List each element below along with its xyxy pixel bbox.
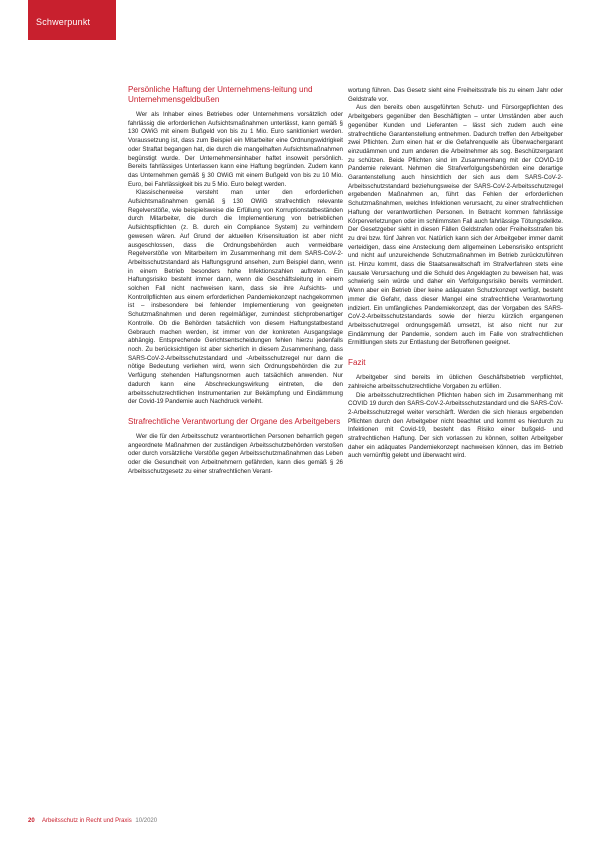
page-footer xyxy=(28,818,157,824)
paragraph: Die arbeitsschutzrechtlichen Pflichten haben sich im Zusammenhang mit COVID 19 durch den SARS-CoV-2-Arbeitsschutzstandard und die SARS-CoV-2-Arbeitsschutzregel weiter verschärft. Werden die sich hieraus ergebenden Pflichten durch den Arbeitgeber nicht beachtet und kommt es hierdurch zu Infektionen mit Covid-19, besteht das Risiko einer bußgeld- und strafrechtlichen Haftung. Der sich vorlassen zu können, sollten Arbeitgeber daher ein adäquates Pandemiekonzept nachweisen können, das im Betrieb auch vernünftig gelebt und überwacht wird. xyxy=(348,391,563,460)
section-tab xyxy=(28,0,116,40)
left-column xyxy=(128,85,343,476)
paragraph: wortung führen. Das Gesetz sieht eine Freiheitsstrafe bis zu einem Jahr oder Geldstrafe vor. xyxy=(348,87,563,103)
paragraph: Klassischerweise versteht man unter den erforderlichen Aufsichtsmaßnahmen gemäß § 130 OWiG strafrechtlich relevante Regelverstöße, wie beispielsweise die Erfüllung von Korruptionstatbeständen durch Mitarbeiter, die durch die Implementierung von betrieblichen Aufsichtspflichten (z. B. durch ein Compliance System) zu verhindern gewesen wären. Auf Grund der aktuellen Krisensituation ist aber nicht ausgeschlossen, dass die Ordnungsbehörden auch vermeidbare Regelverstöße von Mitarbeitern im Zusammenhang mit dem SARS-CoV-2-Arbeitsschutzstandard als Haftungsgrund ansehen, zum Beispiel dann, wenn in einem Betrieb besonders hohe Infektionszahlen auftreten. Ein Haftungsrisiko besteht immer dann, wenn die Geschäftsleitung in einem solchen Fall nicht nachweisen kann, dass sie ihre Aufsichts- und Kontrollpflichten aus einem erforderlichen Pandemiekonzept nachgekommen ist – insbesondere bei fehlender Implementierung von geeigneten Schutzmaßnahmen und deren regelmäßiger, zumindest stichprobenartiger Kontrolle. Ob die Behörden tatsächlich von diesem Haftungstatbestand Gebrauch machen werden, ist immer von der konkreten Ausgangslage abhängig. Entsprechende Gerichtsentscheidungen fehlen hierzu jedenfalls noch. Zu berücksichtigen ist aber sicherlich in diesem Zusammenhang, dass SARS-CoV-2-Arbeitsschutzstandard und -Arbeitsschutzregel nur dann die nötige Bedeutung verliehen wird, wenn sich Ordnungsbehörden die zur Verfügung stehenden Haftungsnormen auch tatsächlich anwenden. Nur dadurch kann eine Abschreckungswirkung eintreten, die den arbeitsschutzrechtlichen Instrumentarien zur Bekämpfung und Eindämmung der Covid-19 Pandemie auch Nachdruck verleiht. xyxy=(128,189,343,406)
heading-criminal-responsibility: Strafrechtliche Verantwortung der Organe des Arbeitgebers xyxy=(128,416,341,426)
paragraph: Wer die für den Arbeitsschutz verantwortlichen Personen beharrlich gegen angeordnete Maßnahmen der zuständigen Arbeitsschutzbehörden verstoßen oder durch vorsätzliche Verstöße gegen Arbeitsschutzmaßnahmen das Leben oder die Gesundheit von Arbeitnehmern gefährden, kann dies gemäß § 26 Arbeitsschutzgesetz zu einer strafrechtlichen Verant- xyxy=(128,432,343,475)
paragraph: Aus den bereits oben ausgeführten Schutz- und Fürsorgepflichten des Arbeitgebers gegenüber den Beschäftigten – unter Umständen aber auch gegenüber Kunden und Lieferanten – lässt sich zudem auch eine strafrechtliche Garantenstellung entnehmen. Dadurch treffen den Arbeitgeber zwei Pflichten. Zum einen hat er die Gefahrenquelle als Überwachergarant einzudämmen und zum anderen die Arbeitnehmer als sog. Beschützergarant zu schützen. Beide Pflichten sind im Zusammenhang mit der COVID-19 Pandemie relevant. Nehmen die Strafverfolgungsbehörden eine derartige Garantenstellung auch hinsichtlich der sich aus dem SARS-CoV-2-Arbeitsschutzstandard beziehungsweise der SARS-CoV-2-Arbeitsschutzregel ergebenden Maßnahmen an, führt das Fehlen der erforderlichen Schutzmaßnahmen, welches Infektionen verursacht, zu einer strafrechtlichen Haftung der verantwortlichen Personen. In Betracht kommen fahrlässige Körperverletzungen oder im schlimmsten Fall auch fahrlässige Tötungsdelikte. Der Gesetzgeber sieht in diesen Fällen Geldstrafen oder Freiheitsstrafen bis zu drei bzw. fünf Jahren vor. Natürlich kann sich der Arbeitgeber immer damit verteidigen, dass eine Ansteckung dem allgemeinen Lebensrisiko entspricht und nicht auf unzureichende Schutzmaßnahmen im Betrieb zurückzuführen ist. Hinzu kommt, dass die Staatsanwaltschaft im Strafverfahren stets eine kausale Verursachung und die Schuld des Angeklagten zu beweisen hat, was schwierig sein würde und daher ein Verfolgungsrisiko bereits vermindert. Wenn aber ein Betrieb über keine adäquaten Schutzkonzept verfügt, besteht immer die Gefahr, dass dieser Mangel eine strafrechtliche Verantwortung indiziert. Ein umfängliches Pandemiekonzept, das der Vorgaben des SARS-CoV-2-Arbeitsschutzstandards sowie der hierzu kürzlich ergangenen Arbeitsschutzregel ordnungsgemäß umsetzt, ist also nicht nur zur Eindämmung der Pandemie, sondern auch im Falle von strafrechtlichen Ermittlungen stets zur Entlastung der Betroffenen geeignet. xyxy=(348,104,563,347)
paragraph: Wer als Inhaber eines Betriebes oder Unternehmens vorsätzlich oder fahrlässig die erforderlichen Aufsichtsmaßnahmen unterlässt, kann gemäß § 130 OWiG mit einem Bußgeld von bis zu 1 Mio. Euro sanktioniert werden. Voraussetzung ist, dass zum Beispiel ein Mitarbeiter eine Ordnungswidrigkeit oder Straftat begangen hat, die durch die mangelhaften Aufsichtsmaßnahmen begünstigt wurde. Der Unternehmensinhaber haftet insoweit persönlich. Bereits fahrlässiges Unterlassen kann eine Haftung begründen. Zudem kann das Unternehmen gemäß § 30 OWiG mit einem Bußgeld von bis zu 10 Mio. Euro, bei Fahrlässigkeit bis zu 5 Mio. Euro belegt werden. xyxy=(128,111,343,188)
journal-title: Arbeitsschutz in Recht und Praxis xyxy=(42,818,132,824)
page-number: 20 xyxy=(28,818,35,824)
issue-number: 10/2020 xyxy=(135,818,158,824)
heading-fazit: Fazit xyxy=(348,358,366,368)
section-label: Schwerpunkt xyxy=(36,17,91,27)
right-column xyxy=(348,87,563,461)
paragraph: Arbeitgeber sind bereits im üblichen Geschäftsbetrieb verpflichtet, zahlreiche arbeitsschutzrechtliche Vorgaben zu erfüllen. xyxy=(348,374,563,390)
heading-personal-liability: Persönliche Haftung der Unternehmens-leitung und Unternehmensgeldbußen xyxy=(128,85,313,104)
